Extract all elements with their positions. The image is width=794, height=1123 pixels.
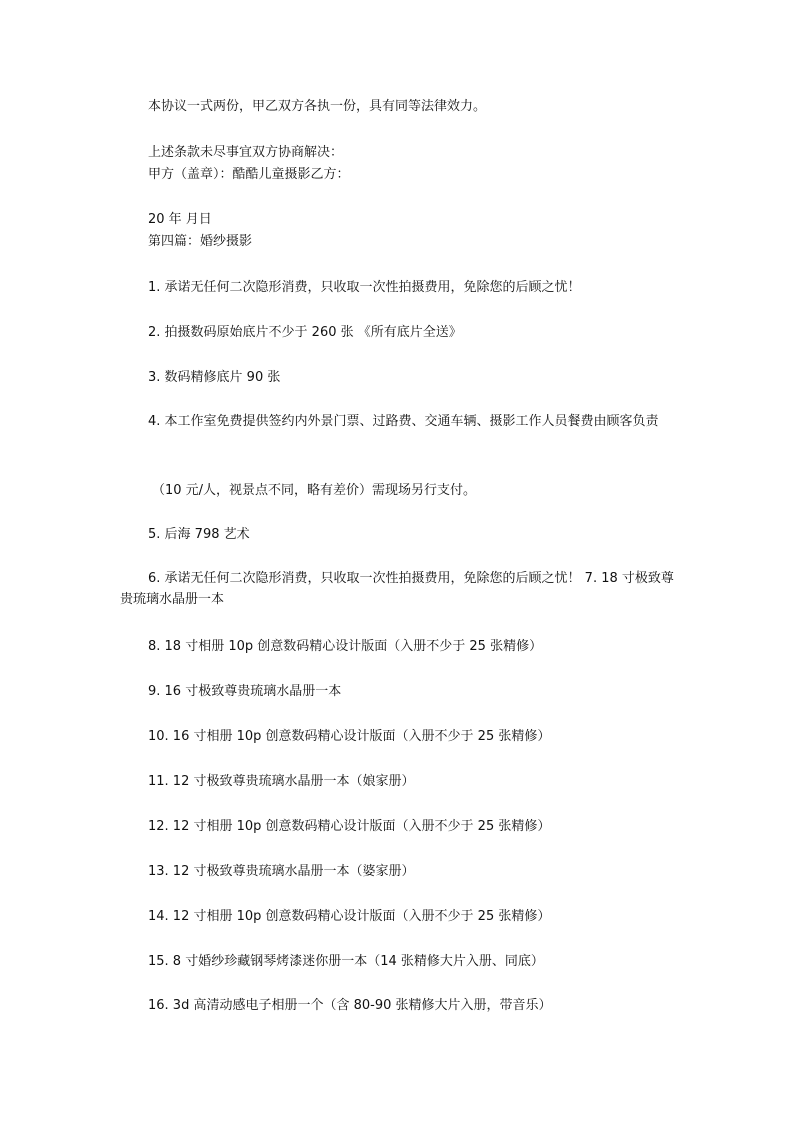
para-unresolved: 上述条款未尽事宜双方协商解决： bbox=[148, 145, 344, 160]
list-item: 10. 16 寸相册 10p 创意数码精心设计版面（入册不少于 25 张精修） bbox=[148, 729, 551, 744]
list-item: 12. 12 寸相册 10p 创意数码精心设计版面（入册不少于 25 张精修） bbox=[148, 819, 551, 834]
list-item: 5. 后海 798 艺术 bbox=[148, 527, 250, 542]
list-item: 6. 承诺无任何二次隐形消费，只收取一次性拍摄费用，免除您的后顾之忧！ 7. 18 寸极致尊贵琉璃水晶册一本 bbox=[120, 571, 674, 607]
list-item: 16. 3d 高清动感电子相册一个（含 80-90 张精修大片入册，带音乐） bbox=[148, 998, 552, 1013]
list-item: 8. 18 寸相册 10p 创意数码精心设计版面（入册不少于 25 张精修） bbox=[148, 639, 543, 654]
list-item: 11. 12 寸极致尊贵琉璃水晶册一本（娘家册） bbox=[148, 774, 415, 789]
list-item: 3. 数码精修底片 90 张 bbox=[148, 370, 281, 385]
date-line: 20 年 月日 bbox=[148, 212, 212, 227]
para-copies: 本协议一式两份，甲乙双方各执一份，具有同等法律效力。 bbox=[148, 99, 487, 114]
list-item: 2. 拍摄数码原始底片不少于 260 张 《所有底片全送》 bbox=[148, 325, 462, 340]
list-item: 9. 16 寸极致尊贵琉璃水晶册一本 bbox=[148, 684, 342, 699]
list-item-continuation: （10 元/人，视景点不同，略有差价）需现场另行支付。 bbox=[152, 483, 477, 498]
list-item: 4. 本工作室免费提供签约内外景门票、过路费、交通车辆、摄影工作人员餐费由顾客负责 bbox=[148, 414, 659, 429]
party-signature-line: 甲方（盖章）：酷酷儿童摄影乙方： bbox=[148, 167, 350, 182]
section-heading: 第四篇：婚纱摄影 bbox=[148, 234, 253, 249]
list-item: 13. 12 寸极致尊贵琉璃水晶册一本（婆家册） bbox=[148, 864, 415, 879]
list-item: 1. 承诺无任何二次隐形消费，只收取一次性拍摄费用，免除您的后顾之忧！ bbox=[148, 280, 581, 295]
list-item: 15. 8 寸婚纱珍藏钢琴烤漆迷你册一本（14 张精修大片入册、同底） bbox=[148, 954, 544, 969]
list-item: 14. 12 寸相册 10p 创意数码精心设计版面（入册不少于 25 张精修） bbox=[148, 909, 551, 924]
